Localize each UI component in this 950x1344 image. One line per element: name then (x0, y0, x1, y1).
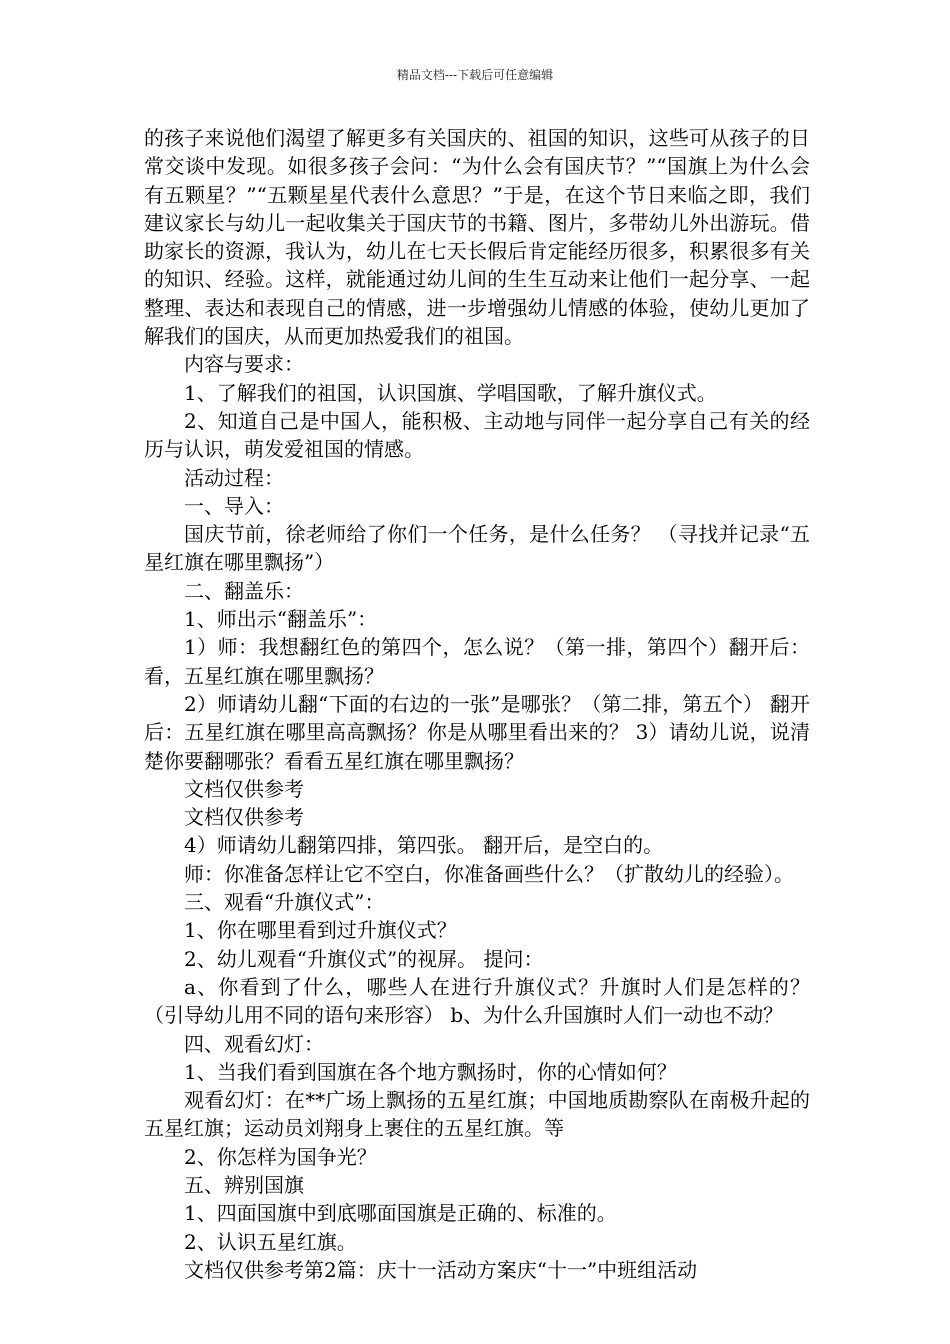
section-heading: 三、观看“升旗仪式”： (184, 890, 385, 915)
list-item: 4）师请幼儿翻第四排，第四张。 翻开后，是空白的。 (184, 833, 664, 858)
list-item: 1、了解我们的祖国，认识国旗、学唱国歌，了解升旗仪式。 (184, 380, 717, 405)
list-item: 2、你怎样为国争光？ (184, 1144, 377, 1169)
section-heading: 内容与要求： (184, 352, 304, 377)
list-item: 1、师出示“翻盖乐”： (184, 607, 378, 632)
list-item: 2、认识五星红旗。 (184, 1229, 357, 1254)
section-heading: 一、导入： (184, 493, 284, 518)
document-body (144, 124, 810, 1284)
section-heading: 二、翻盖乐： (184, 578, 304, 603)
list-item: 1、当我们看到国旗在各个地方飘扬时，你的心情如何？ (184, 1059, 677, 1084)
list-item: 1）师：我想翻红色的第四个，怎么说？（第一排，第四个）翻开后：看，五星红旗在哪里飘扬？ (144, 635, 810, 688)
watermark-text: 文档仅供参考 (184, 805, 304, 830)
list-item: 2、知道自己是中国人，能积极、主动地与同伴一起分享自己有关的经历与认识，萌发爱祖国的情感。 (144, 408, 810, 462)
paragraph: 观看幻灯：在**广场上飘扬的五星红旗；中国地质勘察队在南极升起的五星红旗；运动员刘翔身上裹住的五星红旗。等 (144, 1088, 810, 1141)
section-heading: 四、观看幻灯： (184, 1031, 324, 1056)
page-header: 精品文档---下载后可任意编辑 (396, 68, 554, 82)
section-heading: 活动过程： (184, 465, 284, 490)
list-item: 1、你在哪里看到过升旗仪式？ (184, 918, 457, 943)
paragraph: 国庆节前，徐老师给了你们一个任务，是什么任务？ （寻找并记录“五星红旗在哪里飘扬”） (144, 522, 810, 575)
list-item: a、你看到了什么，哪些人在进行升旗仪式？升旗时人们是怎样的？（引导幼儿用不同的语句来形容） b、为什么升国旗时人们一动也不动？ (144, 974, 810, 1028)
section-heading: 五、辨别国旗 (184, 1172, 304, 1197)
paragraph: 的孩子来说他们渴望了解更多有关国庆的、祖国的知识，这些可从孩子的日常交谈中发现。如很多孩子会问：“为什么会有国庆节？”“国旗上为什么会有五颗星？”“五颗星星代表什么意思？”于是，在这个节日来临之即，我们建议家长与幼儿一起收集关于国庆节的书籍、图片，多带幼儿外出游玩。借助家长的资源，我认为，幼儿在七天长假后肯定能经历很多，积累很多有关的知识、经验。这样，就能通过幼儿间的生生互动来让他们一起分享、一起整理、表达和表现自己的情感，进一步增强幼儿情感的体验，使幼儿更加了解我们的国庆，从而更加热爱我们的祖国。 (144, 126, 810, 349)
list-item: 2）师请幼儿翻“下面的右边的一张”是哪张？（第二排，第五个） 翻开后：五星红旗在哪里高高飘扬？你是从哪里看出来的？ 3）请幼儿说，说清楚你要翻哪张？看看五星红旗在哪里飘扬？ (144, 691, 810, 773)
paragraph: 文档仅供参考第2篇：庆十一活动方案庆“十一”中班组活动 (184, 1257, 698, 1282)
list-item: 2、幼儿观看“升旗仪式”的视屏。 提问： (184, 946, 544, 971)
watermark-text: 文档仅供参考 (184, 776, 304, 801)
list-item: 1、四面国旗中到底哪面国旗是正确的、标准的。 (184, 1201, 617, 1226)
paragraph: 师：你准备怎样让它不空白，你准备画些什么？（扩散幼儿的经验）。 (184, 861, 794, 886)
